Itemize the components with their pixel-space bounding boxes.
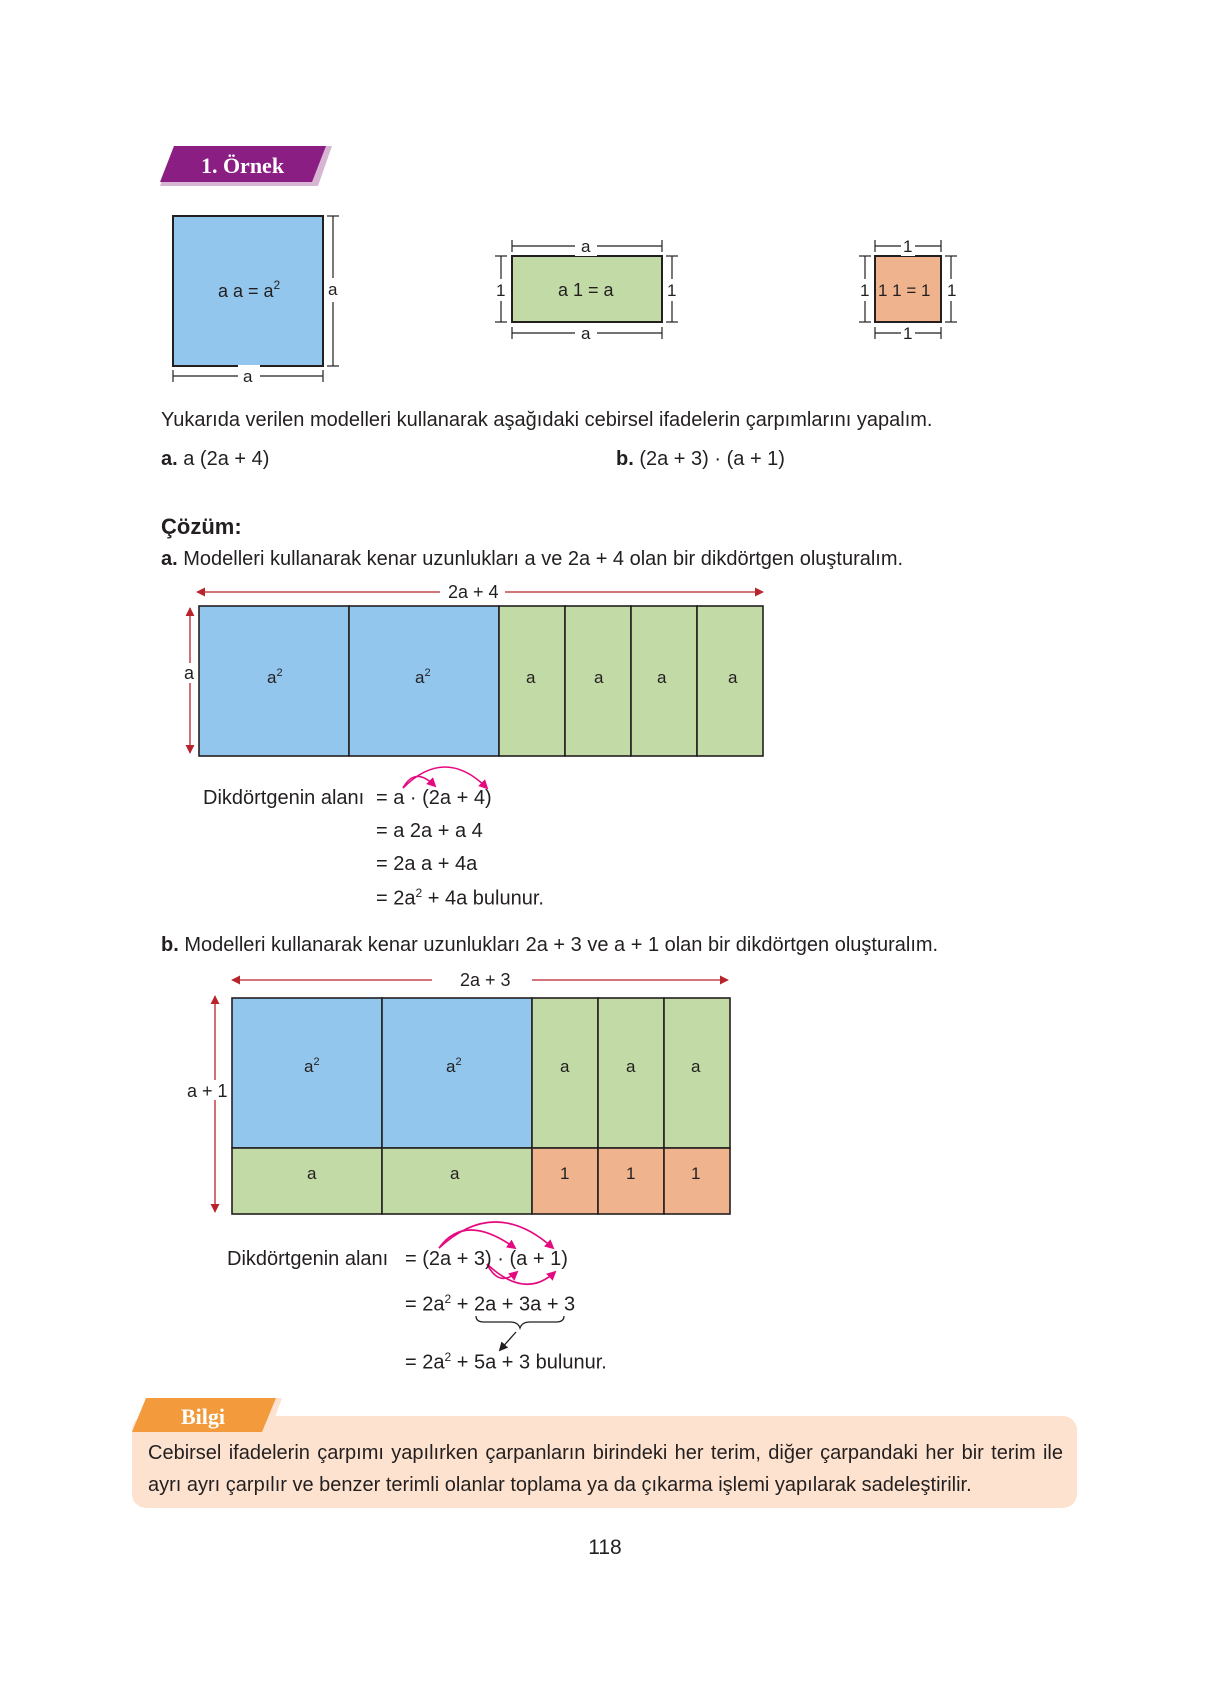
question-b-label: b. xyxy=(616,448,634,470)
part-a-tile-a-2-label: a xyxy=(594,668,604,687)
area-models-figure xyxy=(160,205,960,395)
part-b-area-label: Dikdörtgenin alanı xyxy=(227,1248,389,1270)
part-b-line-3: = $2a^2 + 5a + 3$ bulunur. xyxy=(405,1350,607,1374)
part-a-instruction xyxy=(161,548,903,571)
info-text: Cebirsel ifadelerin çarpımı yapılırken çarpanların birindeki her terim, diğer çarpandaki her bir terim ile ayrı ayrı çarpılır ve benzer terimli olanlar toplama ya da çıkarma işlemi yapılarak sadeleştirilir. xyxy=(148,1442,1063,1496)
model-rect-a1-top: a xyxy=(581,237,591,256)
info-title: Bilgi xyxy=(180,1404,225,1429)
model-rect-a1-right: 1 xyxy=(667,281,677,300)
part-a-figure xyxy=(175,580,775,760)
part-b-tile-1-3-label: 1 xyxy=(691,1164,701,1183)
part-a-width-label: 2a + 4 xyxy=(448,582,499,602)
part-b-line-2: = $2a^2 + 2a + 3a + 3$ xyxy=(405,1292,576,1316)
part-b-height-label: a + 1 xyxy=(187,1081,228,1101)
part-b-width-label: 2a + 3 xyxy=(460,970,511,990)
model-square-1-label: 1 1 = 1 xyxy=(878,281,931,300)
model-square-a-label: a $a = a^2$ xyxy=(218,278,281,301)
part-b-text: Modelleri kullanarak kenar uzunlukları 2a + 3 ve a + 1 olan bir dikdörtgen oluşturalım. xyxy=(184,934,939,956)
part-b-tile-a-bottom-1-label: a xyxy=(307,1164,317,1183)
part-b-tile-a2-2 xyxy=(382,998,532,1148)
question-b-text: (2a + 3) · (a + 1) xyxy=(639,448,785,470)
model-rect-a1-left: 1 xyxy=(496,281,506,300)
part-a-tile-a-4-label: a xyxy=(728,668,738,687)
example-title: 1. Örnek xyxy=(200,153,285,178)
part-a-height-label: a xyxy=(184,663,195,683)
part-b-tile-a-top-2-label: a xyxy=(626,1057,636,1076)
part-b-like-terms-group: 2a + 3a xyxy=(473,1293,542,1316)
question-a-text: a (2a + 4) xyxy=(183,448,270,470)
model-square-1-right: 1 xyxy=(947,281,957,300)
part-a-line-1: = a · (2a + 4) xyxy=(376,787,492,809)
part-a-area-label: Dikdörtgenin alanı xyxy=(203,787,365,809)
part-b-tile-1-2-label: 1 xyxy=(626,1164,636,1183)
part-b-tile-1-1-label: 1 xyxy=(560,1164,570,1183)
model-square-1-bottom: 1 xyxy=(903,324,913,343)
model-rect-a1-bottom: a xyxy=(581,324,591,343)
part-b-tile-a-top-3-label: a xyxy=(691,1057,701,1076)
model-square-1-left: 1 xyxy=(860,281,870,300)
part-a-tile-a-3-label: a xyxy=(657,668,667,687)
part-a-line-2: = a 2a + a 4 xyxy=(376,820,483,842)
question-a xyxy=(161,448,269,471)
part-b-label: b. xyxy=(161,934,179,956)
part-b-figure xyxy=(180,968,740,1218)
intro-text: Yukarıda verilen modelleri kullanarak aşağıdaki cebirsel ifadelerin çarpımlarını yapalım. xyxy=(161,409,933,431)
part-b-tile-a-bottom-2-label: a xyxy=(450,1164,460,1183)
page-number: 118 xyxy=(588,1536,622,1559)
model-square-a-side-right: a xyxy=(328,280,338,299)
part-a-line-3: = 2a a + 4a xyxy=(376,853,478,875)
part-a-tile-a2-2-label: $a^2$ xyxy=(415,667,431,687)
part-a-text: Modelleri kullanarak kenar uzunlukları a ve 2a + 4 olan bir dikdörtgen oluşturalım. xyxy=(183,548,904,570)
question-b xyxy=(616,448,785,471)
part-b-instruction xyxy=(161,934,938,957)
model-square-1-top: 1 xyxy=(903,237,913,256)
part-b-combine-brace xyxy=(470,1314,570,1354)
part-a-label: a. xyxy=(161,548,178,570)
model-rect-a1-label: a 1 = a xyxy=(558,280,614,300)
solution-heading: Çözüm: xyxy=(161,514,242,539)
part-b-tile-a2-2-label: $a^2$ xyxy=(446,1056,462,1076)
part-a-tile-a-1-label: a xyxy=(526,668,536,687)
part-b-line-1: = (2a + 3) · (a + 1) xyxy=(405,1248,568,1270)
part-a-tile-a2-1-label: $a^2$ xyxy=(267,667,283,687)
model-square-a-side-bottom: a xyxy=(243,367,253,386)
part-a-line-4: = $2a^2 + 4a$ bulunur. xyxy=(376,886,544,910)
part-b-tile-a2-1-label: $a^2$ xyxy=(304,1056,320,1076)
question-a-label: a. xyxy=(161,448,178,470)
part-b-tile-a-top-1-label: a xyxy=(560,1057,570,1076)
